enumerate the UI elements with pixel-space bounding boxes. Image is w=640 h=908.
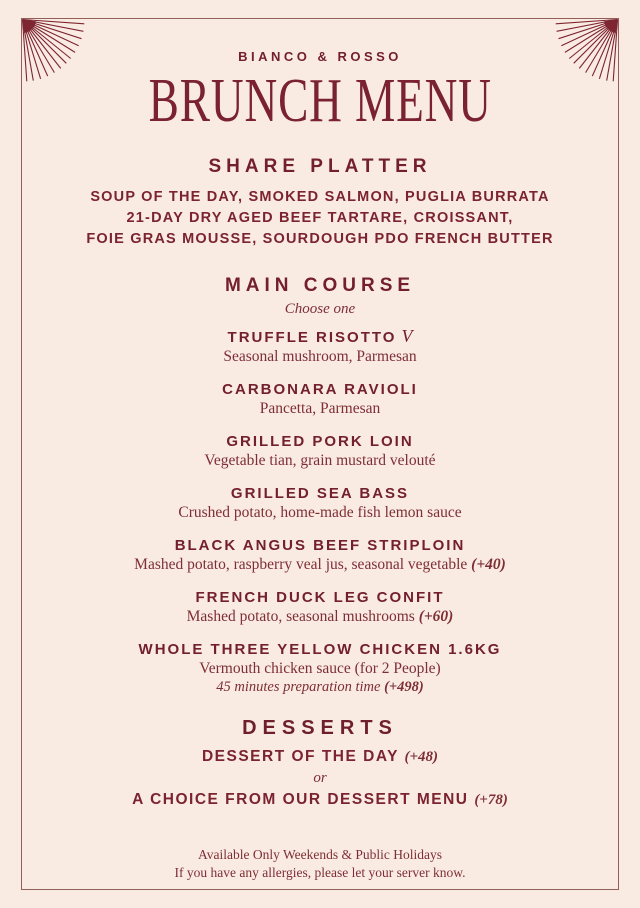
share-platter-heading: SHARE PLATTER (208, 156, 432, 177)
main-course-heading: MAIN COURSE (224, 275, 416, 296)
dish-name: FRENCH DUCK LEG CONFIT (195, 589, 445, 606)
dessert-option-text: DESSERT OF THE DAY (201, 748, 399, 765)
dish-description (0, 607, 640, 626)
dish-name: WHOLE THREE YELLOW CHICKEN 1.6KG (138, 641, 502, 658)
dessert-or-separator: or (313, 770, 327, 786)
vegetarian-mark: V (401, 326, 413, 346)
menu-item-whole-yellow-chicken (0, 640, 640, 696)
restaurant-name: BIANCO & ROSSO (238, 49, 402, 64)
supplement-price: (+78) (474, 792, 508, 808)
menu-item-duck-leg-confit (0, 588, 640, 626)
main-course-items (0, 327, 640, 696)
dish-description-text: Mashed potato, seasonal mushrooms (186, 608, 415, 625)
menu-item-carbonara-ravioli (0, 380, 640, 418)
menu-title (0, 65, 640, 135)
dessert-option-1 (0, 747, 640, 767)
dish-name: CARBONARA RAVIOLI (222, 381, 418, 398)
main-course-subheading: Choose one (284, 301, 356, 317)
dish-note-text: 45 minutes preparation time (216, 679, 381, 695)
dish-description-text: Mashed potato, raspberry veal jus, seasonal vegetable (134, 556, 468, 573)
dish-description: Vegetable tian, grain mustard velouté (204, 452, 436, 469)
share-platter-line: 21-DAY DRY AGED BEEF TARTARE, CROISSANT, (126, 210, 514, 226)
dish-name (0, 327, 640, 347)
menu-item-grilled-sea-bass (0, 484, 640, 522)
share-platter-items (0, 187, 640, 250)
allergy-note: If you have any allergies, please let your server know. (174, 865, 466, 880)
menu-item-black-angus-striploin (0, 536, 640, 574)
dish-description: Seasonal mushroom, Parmesan (223, 348, 417, 365)
menu-title-text: BRUNCH MENU (148, 65, 492, 135)
dish-name: BLACK ANGUS BEEF STRIPLOIN (174, 537, 466, 554)
availability-note: Available Only Weekends & Public Holidays (198, 847, 442, 862)
dish-description: Crushed potato, home-made fish lemon sauce (178, 504, 462, 521)
dessert-option-2 (0, 790, 640, 810)
supplement-price: (+40) (471, 556, 506, 573)
dish-description (0, 555, 640, 574)
menu-item-grilled-pork-loin (0, 432, 640, 470)
footer-notes (0, 846, 640, 882)
supplement-price: (+60) (418, 608, 454, 625)
supplement-price: (+48) (404, 749, 439, 765)
share-platter-line: FOIE GRAS MOUSSE, SOURDOUGH PDO FRENCH BUTTER (86, 231, 554, 247)
dish-name: GRILLED PORK LOIN (226, 433, 414, 450)
share-platter-line: SOUP OF THE DAY, SMOKED SALMON, PUGLIA BURRATA (90, 189, 550, 205)
dessert-option-text: A CHOICE FROM OUR DESSERT MENU (132, 791, 469, 808)
dish-note (0, 678, 640, 696)
dish-name: GRILLED SEA BASS (230, 485, 410, 502)
dish-name-text: TRUFFLE RISOTTO (227, 329, 397, 346)
dish-description: Vermouth chicken sauce (for 2 People) (199, 660, 441, 677)
dish-description: Pancetta, Parmesan (259, 400, 381, 417)
menu-item-truffle-risotto (0, 327, 640, 366)
supplement-price: (+498) (384, 679, 424, 695)
desserts-heading: DESSERTS (242, 717, 398, 739)
